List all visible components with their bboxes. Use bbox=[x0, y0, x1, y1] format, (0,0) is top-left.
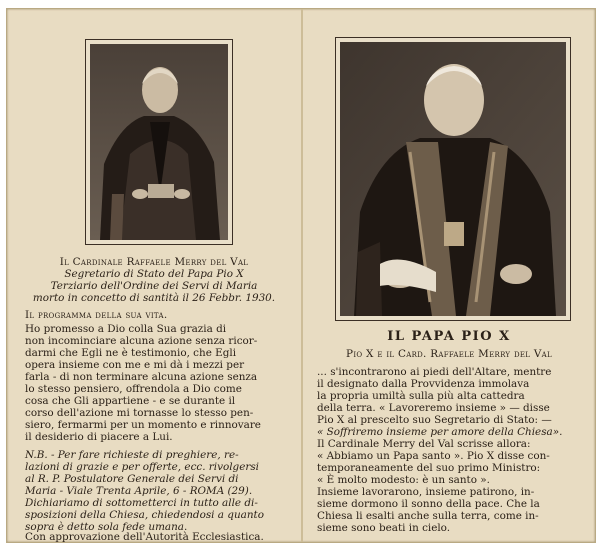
program-heading: Il programma della sua vita. bbox=[25, 309, 168, 321]
program-line: siero, fermarmi per un momento e rinnovare bbox=[25, 419, 261, 431]
body-line: temporaneamente del suo primo Ministro: bbox=[317, 462, 541, 474]
body-line: sieme sono beati in cielo. bbox=[317, 522, 451, 534]
body-line: « Soffriremo insieme per amore della Chiesa». bbox=[317, 426, 563, 438]
note-line: N.B. - Per fare richieste di preghiere, re- bbox=[25, 449, 239, 461]
body-line: ... s'incontrarono ai piedi dell'Altare, mentre bbox=[317, 366, 552, 378]
caption-line-3: Terziario dell'Ordine dei Servi di Maria bbox=[50, 280, 258, 292]
body-line: Chiesa li esalti anche sulla terra, come in- bbox=[317, 510, 539, 522]
approval-line: Con approvazione dell'Autorità Ecclesiastica. bbox=[25, 531, 264, 543]
holy-card bbox=[6, 8, 596, 543]
pope-photo bbox=[340, 42, 566, 316]
portrait-cardinal-merry-del-val bbox=[85, 39, 233, 245]
note-line: Dichiariamo di sottometterci in tutto alle di- bbox=[25, 497, 258, 509]
pope-title: IL PAPA PIO X bbox=[387, 329, 511, 344]
caption-line-4: morto in concetto di santità il 26 Febbr. 1930. bbox=[32, 292, 276, 304]
body-line: della terra. « Lavoreremo insieme » — disse bbox=[317, 402, 550, 414]
body-line: Pio X al prescelto suo Segretario di Stato: — bbox=[317, 414, 552, 426]
note-line: sposizioni della Chiesa, chiedendosi a quanto bbox=[25, 509, 264, 521]
note-line: sopra è detto sola fede umana. bbox=[25, 521, 188, 533]
caption-line-2: Segretario di Stato del Papa Pio X bbox=[64, 268, 244, 280]
program-line: opera insieme con me e mi dà i mezzi per bbox=[25, 359, 245, 371]
body-line: il designato dalla Provvidenza immolava bbox=[317, 378, 530, 390]
program-line: lo stesso pensiero, offrendola a Dio come bbox=[25, 383, 242, 395]
program-line: non incominciare alcuna azione senza ricor- bbox=[25, 335, 258, 347]
program-line: Ho promesso a Dio colla Sua grazia di bbox=[25, 323, 227, 335]
body-line: la propria umiltà sulla più alta cattedra bbox=[317, 390, 525, 402]
left-panel bbox=[7, 9, 302, 542]
right-panel bbox=[303, 9, 595, 542]
body-line: sieme dormono il sonno della pace. Che la bbox=[317, 498, 540, 510]
program-line: corso dell'azione mi tornasse lo stesso pen- bbox=[25, 407, 254, 419]
program-line: il desiderio di piacere a Lui. bbox=[25, 431, 173, 443]
note-line: al R. P. Postulatore Generale dei Servi di bbox=[25, 473, 239, 485]
body-line: « È molto modesto: è un santo ». bbox=[317, 474, 490, 486]
body-line: Insieme lavorarono, insieme patirono, in- bbox=[317, 486, 535, 498]
portrait-pope-pius-x bbox=[335, 37, 571, 321]
body-line: « Abbiamo un Papa santo ». Pio X disse con- bbox=[317, 450, 550, 462]
note-line: lazioni di grazie e per offerte, ecc. rivolgersi bbox=[25, 461, 259, 473]
pope-subtitle: Pio X e il Card. Raffaele Merry del Val bbox=[346, 348, 552, 360]
program-line: darmi che Egli ne è testimonio, che Egli bbox=[25, 347, 237, 359]
program-line: cosa che Gli appartiene - e se durante il bbox=[25, 395, 236, 407]
body-line: Il Cardinale Merry del Val scrisse allora: bbox=[317, 438, 531, 450]
caption-line-1: Il Cardinale Raffaele Merry del Val bbox=[59, 256, 249, 268]
program-line: farla - di non terminare alcuna azione senza bbox=[25, 371, 258, 383]
note-line: Maria - Viale Trenta Aprile, 6 - ROMA (29). bbox=[25, 485, 253, 497]
cardinal-photo bbox=[90, 44, 228, 240]
